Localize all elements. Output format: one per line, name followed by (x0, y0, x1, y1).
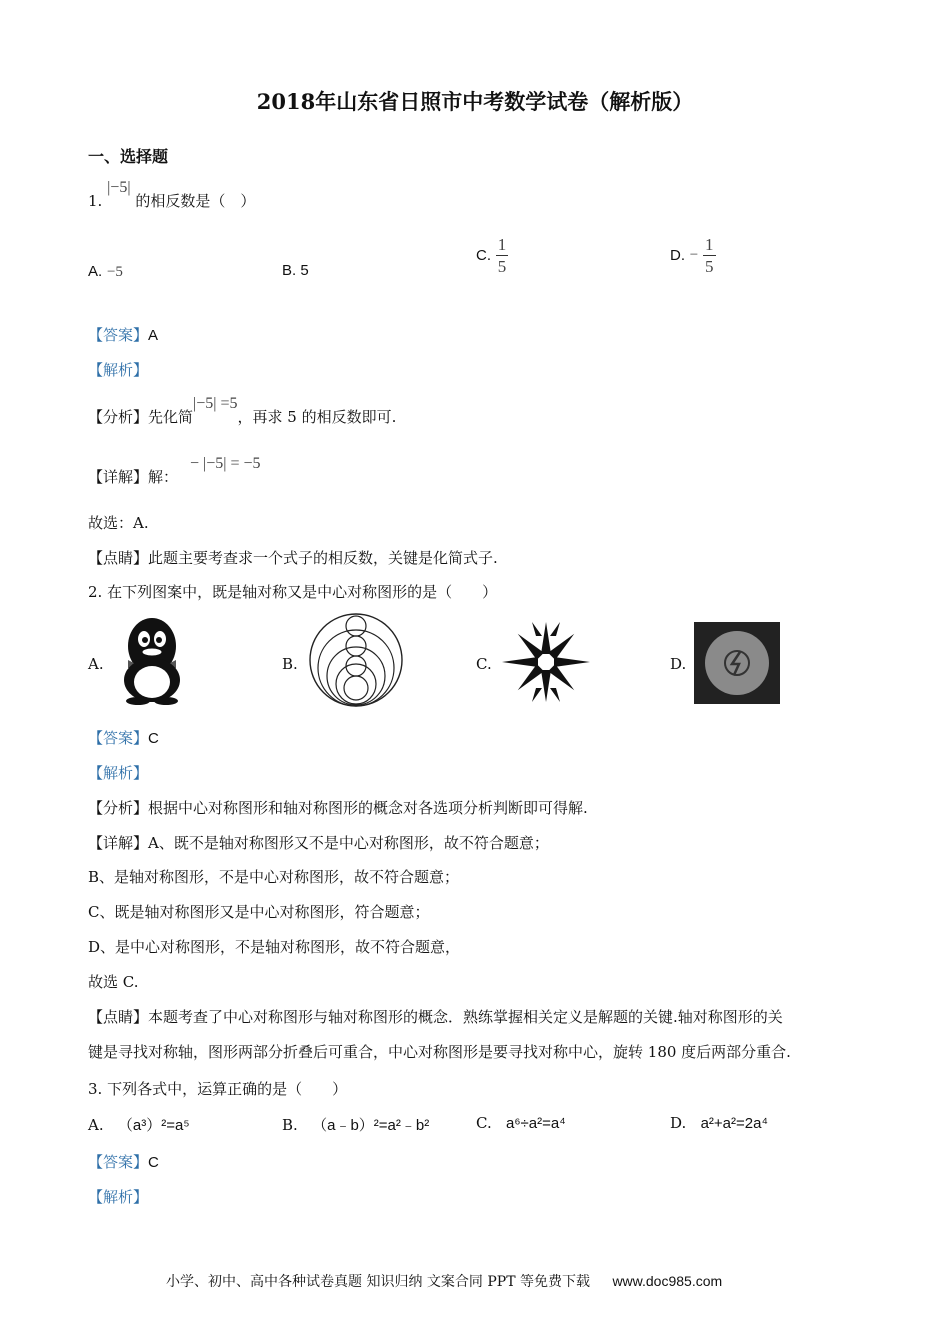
q2-answer: 【答案】C (88, 729, 159, 747)
q2-stem: 2. 在下列图案中，既是轴对称又是中心对称图形的是（ ） (88, 583, 498, 601)
q2-option-c-starburst-image (498, 618, 594, 706)
q2-detail-d: D、是中心对称图形，不是轴对称图形，故不符合题意， (88, 938, 461, 956)
q2-comment-line1: 【点睛】本题考查了中心对称图形与轴对称图形的概念．熟练掌握相关定义是解题的关键.轴对称图形的关 (88, 1008, 783, 1026)
q1-option-c-fraction: $\frac{1}{5}$ (497, 235, 507, 276)
q1-choice: 故选：A. (88, 514, 149, 532)
q2-comment-line2: 键是寻找对称轴，图形两部分折叠后可重合，中心对称图形是要寻找对称中心，旋转 180 度后两部分重合. (88, 1043, 791, 1061)
footer-text: 小学、初中、高中各种试卷真题 知识归纳 文案合同 PPT 等免费下载 (166, 1274, 590, 1290)
q3-option-b: B. （a﹣b）²=a²﹣b² (282, 1116, 430, 1134)
q1-stem-text: 的相反数是（ ） (135, 192, 256, 210)
q1-detail: 【详解】解：− |−5| = −5 (88, 455, 261, 486)
q2-option-a-penguin-image (110, 612, 194, 706)
q3-jiexi-tag: 【解析】 (88, 1188, 149, 1206)
q2-option-d-label: D. (670, 655, 687, 673)
q1-analysis: 【分析】先化简|−5| =5，再求 5 的相反数即可. (88, 395, 397, 426)
q2-analysis: 【分析】根据中心对称图形和轴对称图形的概念对各选项分析判断即可得解. (88, 799, 588, 817)
page-title: 2018年山东省日照市中考数学试卷（解析版） (256, 89, 694, 114)
q1-number: 1. (88, 192, 103, 210)
q2-option-b-label: B. (282, 655, 298, 673)
q2-option-d-disc-image (694, 622, 780, 704)
q3-option-c: C. a⁶÷a²=a⁴ (476, 1114, 566, 1132)
q1-stem (88, 179, 256, 211)
q1-option-b: B. 5 (282, 262, 309, 279)
q1-analysis-expression: |−5| =5 (193, 395, 238, 412)
q1-abs-expression: |−5| (107, 179, 131, 196)
q1-answer: 【答案】A (88, 326, 159, 344)
q1-option-a-value: −5 (106, 264, 123, 280)
q1-option-c: C. $\frac{1}{5}$ (476, 235, 507, 276)
q1-comment: 【点睛】此题主要考查求一个式子的相反数，关键是化简式子. (88, 549, 498, 567)
q2-detail-c: C、既是轴对称图形又是中心对称图形，符合题意； (88, 903, 430, 921)
q1-option-d: D. − $\frac{1}{5}$ (670, 235, 714, 276)
q2-jiexi-tag: 【解析】 (88, 764, 149, 782)
q1-option-a: A. −5 (88, 263, 123, 280)
q2-option-c-label: C. (476, 655, 492, 673)
section-heading: 一、选择题 (88, 147, 169, 166)
q2-detail-a: 【详解】A、既不是轴对称图形又不是中心对称图形，故不符合题意； (88, 834, 549, 852)
q2-choice: 故选 C. (88, 973, 139, 991)
q1-option-d-fraction: $\frac{1}{5}$ (705, 235, 714, 276)
q2-detail-b: B、是轴对称图形，不是中心对称图形，故不符合题意； (88, 868, 460, 886)
q1-detail-expression: − |−5| = −5 (190, 455, 261, 472)
q3-option-a: A. （a³）²=a⁵ (88, 1116, 190, 1134)
q2-option-a-label: A. (88, 655, 104, 673)
footer (166, 1271, 722, 1291)
q3-option-d: D. a²+a²=2a⁴ (670, 1114, 768, 1132)
q3-stem: 3. 下列各式中，运算正确的是（ ） (88, 1080, 348, 1098)
q1-jiexi-tag: 【解析】 (88, 361, 149, 379)
q2-option-b-circles-image (305, 612, 407, 708)
q3-answer: 【答案】C (88, 1153, 159, 1171)
footer-site-link[interactable]: www.doc985.com (612, 1273, 723, 1289)
